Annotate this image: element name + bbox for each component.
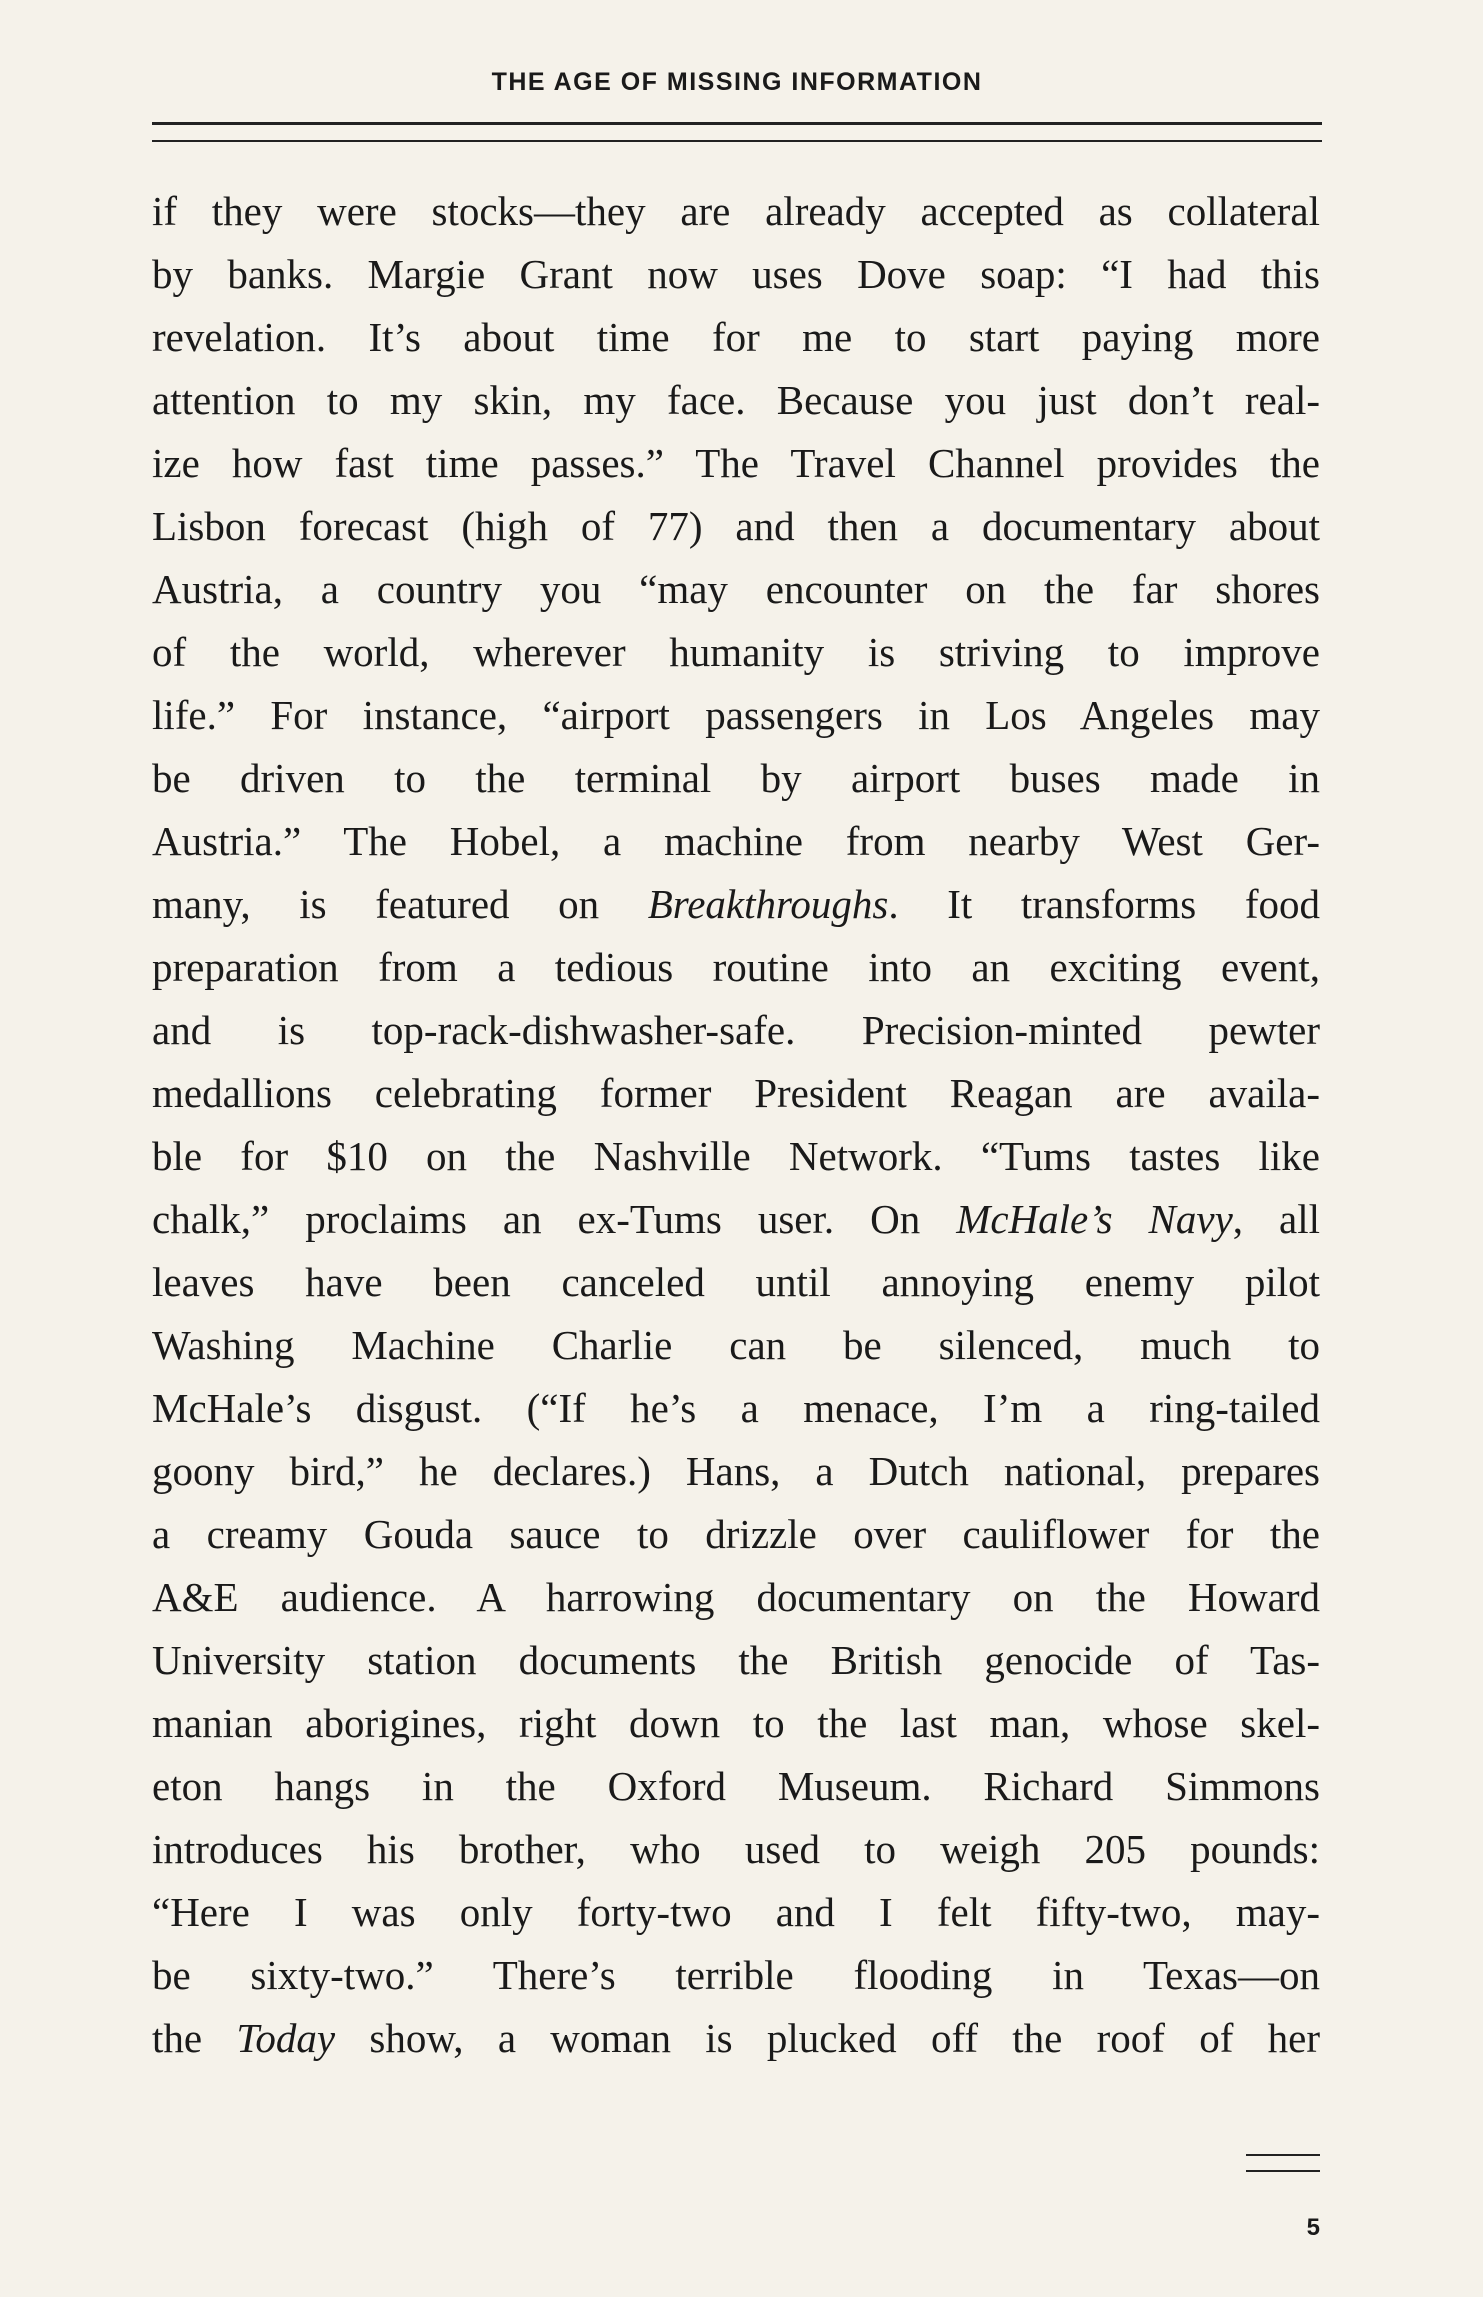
header-rule-bottom [152, 140, 1322, 142]
footer-rule-bottom [1246, 2170, 1320, 2172]
text-line: Washing Machine Charlie can be silenced, much to [152, 1322, 1320, 1368]
text-line: Austria.” The Hobel, a machine from nearby West Ger- [152, 818, 1320, 864]
text-line: University station documents the British genocide of Tas- [152, 1637, 1320, 1683]
text-line: attention to my skin, my face. Because you just don’t real- [152, 377, 1320, 423]
text-line: and is top-rack-dishwasher-safe. Precision-minted pewter [152, 1007, 1320, 1053]
text-line: ble for $10 on the Nashville Network. “Tums tastes like [152, 1133, 1320, 1179]
text-line: chalk,” proclaims an ex-Tums user. On McHale’s Navy, all [152, 1196, 1320, 1242]
text-line: McHale’s disgust. (“If he’s a menace, I’m a ring-tailed [152, 1385, 1320, 1431]
text-line: by banks. Margie Grant now uses Dove soap: “I had this [152, 251, 1320, 297]
text-line: revelation. It’s about time for me to start paying more [152, 314, 1320, 360]
text-line: ize how fast time passes.” The Travel Channel provides the [152, 440, 1320, 486]
text-line: preparation from a tedious routine into an exciting event, [152, 944, 1320, 990]
text-line: manian aborigines, right down to the last man, whose skel- [152, 1700, 1320, 1746]
page-number: 5 [1306, 2214, 1320, 2241]
text-line: life.” For instance, “airport passengers in Los Angeles may [152, 692, 1320, 738]
text-line: of the world, wherever humanity is striving to improve [152, 629, 1320, 675]
text-line: be driven to the terminal by airport buses made in [152, 755, 1320, 801]
header-rule-top [152, 122, 1322, 125]
text-line: goony bird,” he declares.) Hans, a Dutch national, prepares [152, 1448, 1320, 1494]
text-line: introduces his brother, who used to weigh 205 pounds: [152, 1826, 1320, 1872]
text-line: many, is featured on Breakthroughs. It transforms food [152, 881, 1320, 927]
text-line: a creamy Gouda sauce to drizzle over cauliflower for the [152, 1511, 1320, 1557]
running-head-title: THE AGE OF MISSING INFORMATION [491, 68, 983, 96]
body-text [152, 180, 1320, 2070]
text-line: the Today show, a woman is plucked off the roof of her [152, 2015, 1320, 2061]
text-line: Austria, a country you “may encounter on the far shores [152, 566, 1320, 612]
text-line: if they were stocks—they are already accepted as collateral [152, 188, 1320, 234]
text-line: leaves have been canceled until annoying enemy pilot [152, 1259, 1320, 1305]
text-line: eton hangs in the Oxford Museum. Richard Simmons [152, 1763, 1320, 1809]
text-line: Lisbon forecast (high of 77) and then a documentary about [152, 503, 1320, 549]
text-line: A&E audience. A harrowing documentary on the Howard [152, 1574, 1320, 1620]
text-line: be sixty-two.” There’s terrible flooding in Texas—on [152, 1952, 1320, 1998]
text-line: “Here I was only forty-two and I felt fifty-two, may- [152, 1889, 1320, 1935]
text-line: medallions celebrating former President Reagan are availa- [152, 1070, 1320, 1116]
footer-rule-top [1246, 2154, 1320, 2156]
